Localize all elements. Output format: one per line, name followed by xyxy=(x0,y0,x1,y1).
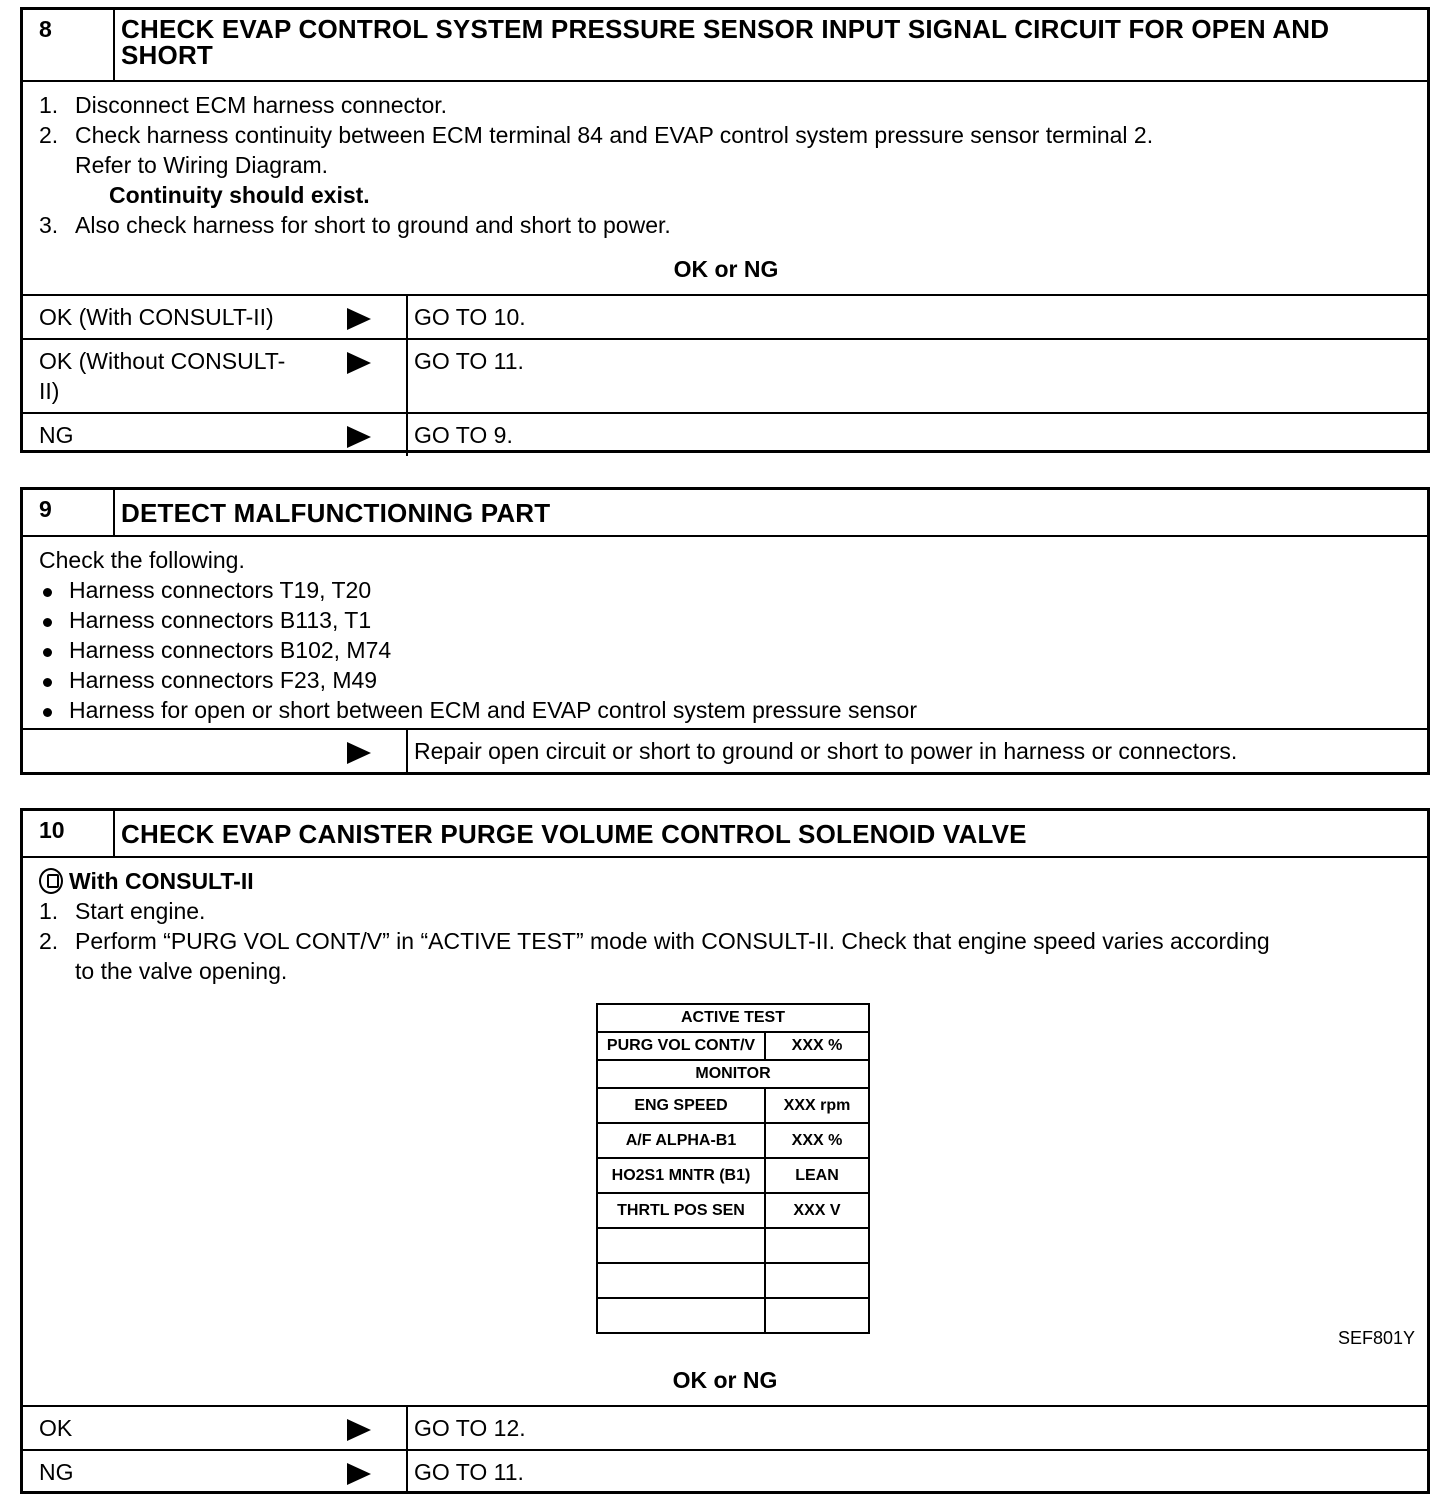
result-condition-text: II) xyxy=(39,378,60,404)
step-number: 8 xyxy=(23,10,115,80)
result-row xyxy=(23,338,1427,412)
procedure-step xyxy=(39,150,1413,180)
arrow-right-icon xyxy=(347,1419,371,1441)
step-title xyxy=(115,10,1427,80)
checklist-item: Harness connectors F23, M49 xyxy=(39,665,1413,695)
step-text: Also check harness for short to ground and short to power. xyxy=(75,212,671,238)
step-num: 2. xyxy=(39,122,59,148)
ok-or-ng-label: OK or NG xyxy=(672,1367,778,1393)
body-intro: Check the following. xyxy=(39,547,245,573)
step-10-header xyxy=(23,811,1427,858)
result-action: GO TO 11. xyxy=(414,348,524,374)
checklist-item: Harness connectors B102, M74 xyxy=(39,635,1413,665)
empty-cell xyxy=(597,1228,765,1263)
monitor-value: XXX % xyxy=(765,1123,869,1158)
step-text: Perform “PURG VOL CONT/V” in “ACTIVE TEST” mode with CONSULT-II. Check that engine speed varies according xyxy=(75,928,1270,954)
step-9-body xyxy=(23,537,1427,729)
step-text: Start engine. xyxy=(75,898,206,924)
result-condition xyxy=(23,1407,408,1449)
step-text: Disconnect ECM harness connector. xyxy=(75,92,448,118)
arrow-right-icon xyxy=(347,352,371,374)
procedure-step xyxy=(39,120,1413,150)
procedure-step xyxy=(39,926,1413,956)
result-row xyxy=(23,728,1427,772)
step-8-body xyxy=(23,82,1427,294)
result-condition xyxy=(23,1451,408,1491)
empty-cell xyxy=(765,1263,869,1298)
figure-reference: SEF801Y xyxy=(1337,1328,1415,1348)
empty-cell xyxy=(765,1228,869,1263)
monitor-item: THRTL POS SEN xyxy=(597,1193,765,1228)
monitor-value: XXX rpm xyxy=(765,1088,869,1123)
result-action: GO TO 12. xyxy=(414,1415,526,1441)
step-text: to the valve opening. xyxy=(75,958,288,984)
result-row xyxy=(23,1405,1427,1449)
step-number: 10 xyxy=(23,811,115,856)
result-condition-text: OK (Without CONSULT- xyxy=(39,348,286,374)
step-num: 1. xyxy=(39,898,59,924)
empty-cell xyxy=(765,1298,869,1333)
result-condition-text: NG xyxy=(39,1459,74,1485)
result-row xyxy=(23,294,1427,338)
monitor-header: MONITOR xyxy=(597,1060,869,1088)
test-item: PURG VOL CONT/V xyxy=(597,1032,765,1060)
arrow-right-icon xyxy=(347,1463,371,1485)
step-number: 9 xyxy=(23,490,115,535)
step-num: 1. xyxy=(39,92,59,118)
mode-label-text: With CONSULT-II xyxy=(69,868,254,894)
step-title-line: SHORT xyxy=(121,40,213,70)
result-condition xyxy=(23,340,408,412)
monitor-item: HO2S1 MNTR (B1) xyxy=(597,1158,765,1193)
mode-label xyxy=(39,866,1413,896)
procedure-step xyxy=(39,210,1413,240)
procedure-step xyxy=(39,956,1413,986)
step-text: Check harness continuity between ECM terminal 84 and EVAP control system pressure sensor terminal 2. xyxy=(75,122,1154,148)
consult-icon xyxy=(39,868,63,894)
active-test-header: ACTIVE TEST xyxy=(597,1004,869,1032)
step-title: CHECK EVAP CANISTER PURGE VOLUME CONTROL SOLENOID VALVE xyxy=(121,819,1027,849)
result-action: GO TO 9. xyxy=(414,422,513,448)
result-row xyxy=(23,1449,1427,1491)
result-condition xyxy=(23,730,408,772)
result-condition-text: OK (With CONSULT-II) xyxy=(39,304,274,330)
step-8-block xyxy=(20,7,1430,453)
arrow-right-icon xyxy=(347,308,371,330)
result-action: GO TO 11. xyxy=(414,1459,524,1485)
step-text: Continuity should exist. xyxy=(109,182,370,208)
arrow-right-icon xyxy=(347,426,371,448)
step-title-line: CHECK EVAP CONTROL SYSTEM PRESSURE SENSOR INPUT SIGNAL CIRCUIT FOR OPEN AND xyxy=(121,14,1330,44)
result-action: GO TO 10. xyxy=(414,304,526,330)
result-condition xyxy=(23,296,408,338)
test-value: XXX % xyxy=(765,1032,869,1060)
checklist-item: Harness connectors B113, T1 xyxy=(39,605,1413,635)
step-8-header xyxy=(23,10,1427,82)
step-9-header xyxy=(23,490,1427,537)
result-action: Repair open circuit or short to ground or short to power in harness or connectors. xyxy=(414,738,1238,764)
checklist-item: Harness connectors T19, T20 xyxy=(39,575,1413,605)
ok-or-ng-label: OK or NG xyxy=(673,256,779,282)
step-9-block xyxy=(20,487,1430,775)
active-test-screen xyxy=(596,1003,870,1334)
arrow-right-icon xyxy=(347,742,371,764)
result-condition-text: NG xyxy=(39,422,74,448)
monitor-item: A/F ALPHA-B1 xyxy=(597,1123,765,1158)
procedure-step xyxy=(39,90,1413,120)
checklist-item: Harness for open or short between ECM and EVAP control system pressure sensor xyxy=(39,695,1413,725)
monitor-value: LEAN xyxy=(765,1158,869,1193)
empty-cell xyxy=(597,1298,765,1333)
monitor-item: ENG SPEED xyxy=(597,1088,765,1123)
step-num: 3. xyxy=(39,212,59,238)
procedure-step xyxy=(39,896,1413,926)
result-row xyxy=(23,412,1427,456)
empty-cell xyxy=(597,1263,765,1298)
step-10-block xyxy=(20,808,1430,1494)
step-text: Refer to Wiring Diagram. xyxy=(75,152,329,178)
spec-note xyxy=(39,180,1413,210)
step-10-body xyxy=(23,858,1427,990)
step-title: DETECT MALFUNCTIONING PART xyxy=(121,498,551,528)
result-condition xyxy=(23,414,408,456)
monitor-value: XXX V xyxy=(765,1193,869,1228)
step-num: 2. xyxy=(39,928,59,954)
result-condition-text: OK xyxy=(39,1415,73,1441)
